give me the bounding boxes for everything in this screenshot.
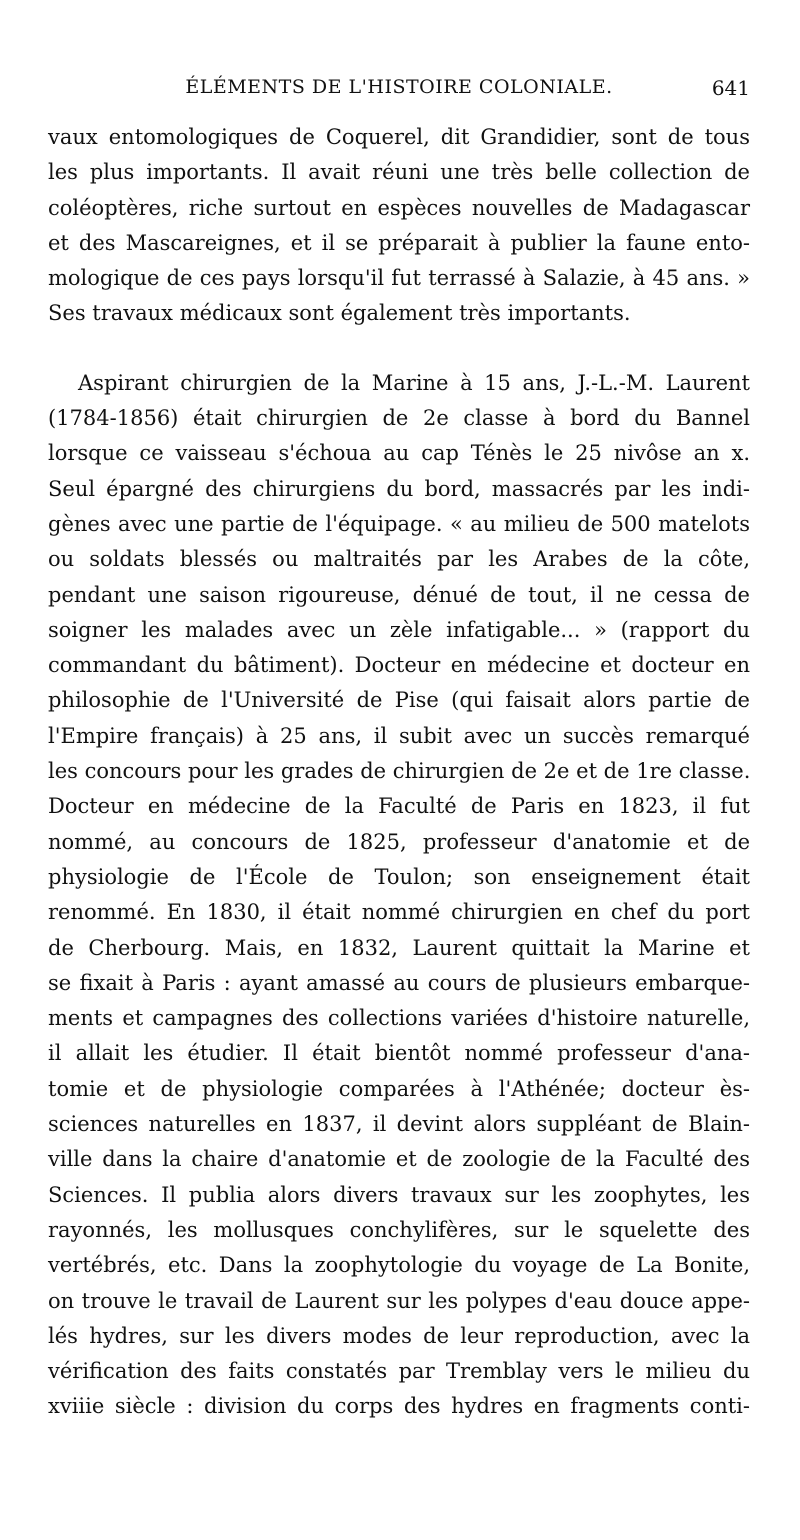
text-line: nommé, au concours de 1825, professeur d'anatomie et de [48, 829, 750, 854]
text-line: coléoptères, riche surtout en espèces nouvelles de Madagascar [48, 195, 750, 220]
document-page [0, 70, 800, 1540]
page-number: 641 [711, 76, 750, 100]
text-line: l'Empire français) à 25 ans, il subit avec un succès remarqué [48, 723, 750, 748]
text-line: Seul épargné des chirurgiens du bord, massacrés par les indi- [48, 476, 750, 501]
text-line: vérification des faits constatés par Tremblay vers le milieu du [48, 1359, 750, 1384]
text-line: lés hydres, sur les divers modes de leur reproduction, avec la [48, 1323, 750, 1348]
text-line: ments et campagnes des collections variées d'histoire naturelle, [48, 1006, 750, 1031]
running-title: ÉLÉMENTS DE L'HISTOIRE COLONIALE. [185, 76, 613, 98]
text-line: Docteur en médecine de la Faculté de Paris en 1823, il fut [48, 794, 750, 819]
text-line: vaux entomologiques de Coquerel, dit Grandidier, sont de tous [48, 125, 750, 149]
text-line: Ses travaux médicaux sont également très importants. [48, 301, 631, 326]
text-line: il allait les étudier. Il était bientôt nommé professeur d'ana- [48, 1041, 750, 1066]
text-line: ou soldats blessés ou maltraités par les Arabes de la côte, [48, 547, 750, 572]
text-line: ville dans la chaire d'anatomie et de zoologie de la Faculté des [48, 1147, 750, 1172]
text-line: pendant une saison rigoureuse, dénué de tout, il ne cessa de [48, 582, 750, 607]
text-line: se fixait à Paris : ayant amassé au cours de plusieurs embarque- [48, 970, 750, 995]
text-line: rayonnés, les mollusques conchylifères, sur le squelette des [48, 1217, 750, 1242]
text-line: les plus importants. Il avait réuni une très belle collection de [48, 160, 750, 185]
running-head [48, 70, 750, 110]
text-line: et des Mascareignes, et il se préparait à publier la faune ento- [48, 230, 750, 255]
text-line: mologique de ces pays lorsqu'il fut terrassé à Salazie, à 45 ans. » [48, 266, 750, 291]
text-line: Sciences. Il publia alors divers travaux sur les zoophytes, les [48, 1182, 750, 1207]
text-line: Aspirant chirurgien de la Marine à 15 ans, J.-L.-M. Laurent [78, 370, 750, 395]
text-line: physiologie de l'École de Toulon; son enseignement était [48, 864, 750, 889]
text-line: philosophie de l'Université de Pise (qui faisait alors partie de [48, 688, 750, 713]
text-line: de Cherbourg. Mais, en 1832, Laurent quittait la Marine et [48, 935, 750, 960]
paragraph-1 [48, 120, 750, 332]
text-line: les concours pour les grades de chirurgien de 2e et de 1re classe. [48, 759, 751, 784]
text-line: renommé. En 1830, il était nommé chirurgien en chef du port [48, 900, 750, 925]
paragraph-2 [48, 366, 750, 1425]
text-line: on trouve le travail de Laurent sur les polypes d'eau douce appe- [48, 1288, 750, 1313]
text-line: lorsque ce vaisseau s'échoua au cap Ténès le 25 nivôse an x. [48, 441, 750, 466]
text-line: gènes avec une partie de l'équipage. « au milieu de 500 matelots [48, 511, 750, 536]
text-line: sciences naturelles en 1837, il devint alors suppléant de Blain- [48, 1112, 750, 1137]
text-line: commandant du bâtiment). Docteur en médecine et docteur en [48, 653, 750, 678]
text-line: soigner les malades avec un zèle infatigable... » (rapport du [48, 617, 750, 642]
text-line: xviiie siècle : division du corps des hydres en fragments conti- [48, 1394, 750, 1419]
text-line: tomie et de physiologie comparées à l'Athénée; docteur ès- [48, 1076, 750, 1101]
text-line: (1784-1856) était chirurgien de 2e classe à bord du Bannel [48, 406, 750, 431]
text-line: vertébrés, etc. Dans la zoophytologie du voyage de La Bonite, [48, 1253, 750, 1278]
